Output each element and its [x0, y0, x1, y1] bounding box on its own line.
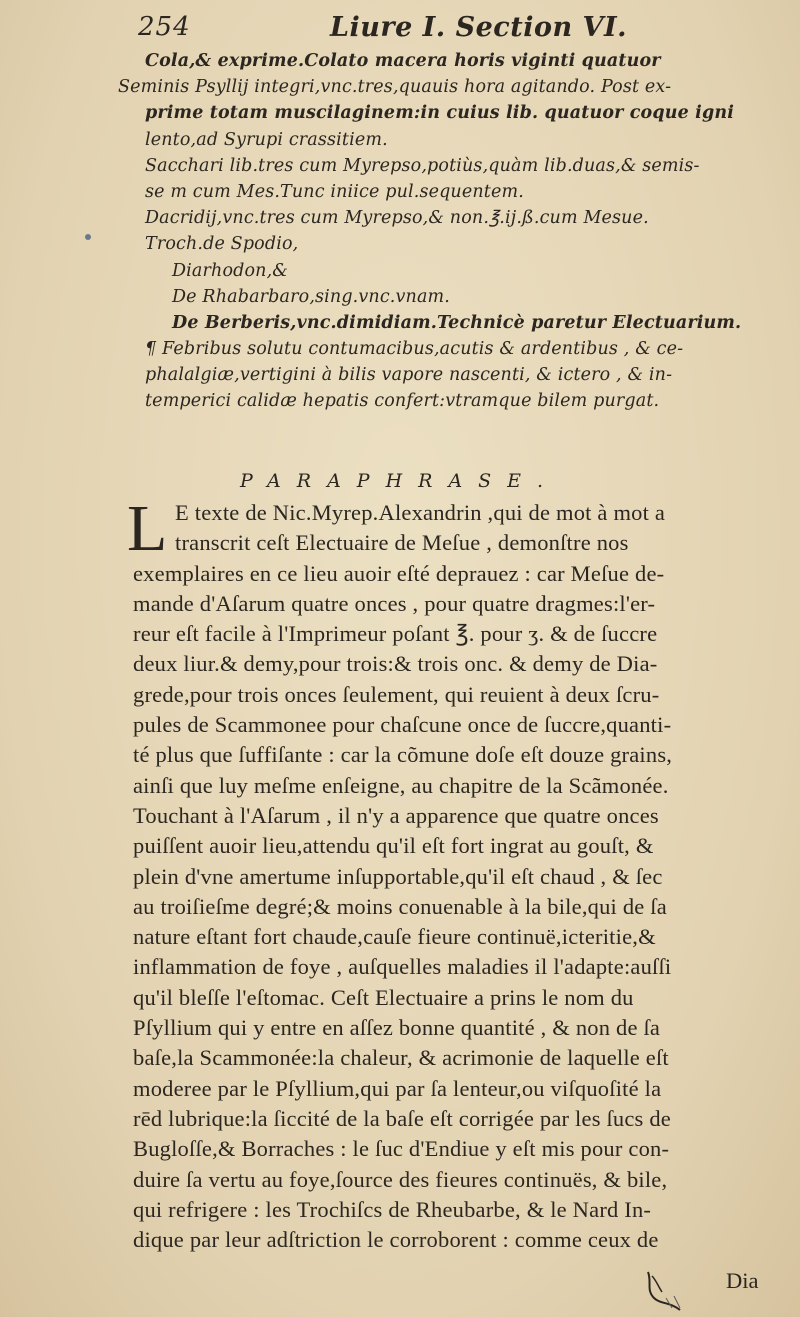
- french-line: au troiſieſme degré;& moins conuenable à la bile,qui de ſa: [133, 893, 667, 919]
- running-head: Liure I. Section VI.: [330, 12, 627, 43]
- french-line: baſe,la Scammonée:la chaleur, & acrimonie de laquelle eſt: [133, 1045, 669, 1071]
- french-line: pules de Scammonee pour chaſcune once de ſuccre,quanti-: [133, 712, 672, 738]
- french-line: duire ſa vertu au foye,ſource des fieures continuës, & bile,: [133, 1166, 668, 1192]
- page-header: [0, 12, 800, 48]
- french-line: Bugloſſe,& Borraches : le ſuc d'Endiue y eſt mis pour con-: [133, 1136, 670, 1162]
- latin-line: se m cum Mes.Tunc iniice pul.sequentem.: [145, 181, 524, 202]
- french-line: qui refrigere : les Trochiſcs de Rheubarbe, & le Nard In-: [133, 1196, 652, 1222]
- latin-line: lento,ad Syrupi crassitiem.: [145, 129, 388, 150]
- french-line: té plus que ſuffiſante : car la cõmune doſe eſt douze grains,: [133, 742, 673, 768]
- latin-line: ¶ Febribus solutu contumacibus,acutis & ardentibus , & ce-: [145, 339, 684, 360]
- latin-line: Seminis Psyllij integri,vnc.tres,quauis hora agitando. Post ex-: [118, 77, 672, 98]
- french-line: transcrit ceſt Electuaire de Meſue , demonſtre nos: [175, 530, 629, 556]
- latin-line: prime totam muscilaginem:in cuius lib. quatuor coque igni: [145, 103, 735, 124]
- french-line: rēd lubrique:la ſiccité de la baſe eſt corrigée par les ſucs de: [133, 1105, 671, 1131]
- french-line: E texte de Nic.Myrep.Alexandrin ,qui de mot à mot a: [175, 500, 666, 525]
- french-line: puiſſent auoir lieu,attendu qu'il eſt fort ingrat au gouſt, &: [133, 833, 654, 859]
- french-line: mande d'Aſarum quatre onces , pour quatre dragmes:l'er-: [133, 590, 656, 616]
- french-line: deux liur.& demy,pour trois:& trois onc. & demy de Dia-: [133, 651, 658, 677]
- latin-line: Dacridij,vnc.tres cum Myrepso,& non.℥.ij.ß.cum Mesue.: [145, 208, 649, 229]
- latin-line: Troch.de Spodio,: [145, 234, 299, 255]
- french-paraphrase-text: [127, 492, 783, 1255]
- latin-line: temperici calidæ hepatis confert:vtramque bilem purgat.: [145, 391, 660, 412]
- french-line: plein d'vne amertume inſupportable,qu'il eſt chaud , & ſec: [133, 863, 663, 889]
- latin-line: Sacchari lib.tres cum Myrepso,potiùs,quàm lib.duas,& semis-: [145, 155, 700, 176]
- french-line: inflammation de foye , auſquelles maladies il l'adapte:auſſi: [133, 954, 672, 980]
- ink-dot-mark: [85, 234, 91, 240]
- latin-line: De Berberis,vnc.dimidiam.Technicè paretur Electuarium.: [172, 312, 742, 333]
- latin-line: De Rhabarbaro,sing.vnc.vnam.: [172, 286, 451, 307]
- french-line: Touchant à l'Aſarum , il n'y a apparence que quatre onces: [133, 802, 659, 828]
- section-heading-paraphrase: PARAPHRASE.: [240, 470, 560, 492]
- french-line: Pſyllium qui y entre en aſſez bonne quantité , & non de ſa: [133, 1015, 661, 1041]
- french-line: grede,pour trois onces ſeulement, qui reuient à deux ſcru-: [133, 681, 660, 707]
- french-line: ainſi que luy meſme enſeigne, au chapitre de la Scãmonée.: [133, 772, 669, 798]
- drop-cap: L: [127, 492, 168, 565]
- french-line: dique par leur adſtriction le corroborent : comme ceux de: [133, 1227, 659, 1253]
- catchword: Dia: [726, 1268, 759, 1293]
- flourish-ornament-icon: [640, 1268, 700, 1312]
- french-line: qu'il bleſſe l'eſtomac. Ceſt Electuaire a prins le nom du: [133, 984, 634, 1010]
- page-number: 254: [138, 12, 191, 42]
- french-line: exemplaires en ce lieu auoir eſté deprauez : car Meſue de-: [133, 560, 665, 586]
- latin-line: Diarhodon,&: [172, 260, 289, 281]
- french-line: moderee par le Pſyllium,qui par ſa lenteur,ou viſquoſité la: [133, 1075, 662, 1101]
- french-line: nature eſtant fort chaude,cauſe fieure continuë,icteritie,&: [133, 924, 656, 950]
- latin-line: Cola,& exprime.Colato macera horis viginti quatuor: [145, 51, 661, 71]
- latin-line: phalalgiæ,vertigini à bilis vapore nascenti, & ictero , & in-: [145, 365, 673, 386]
- french-line: reur eſt facile à l'Imprimeur poſant ℥. pour ʒ. & de ſuccre: [133, 621, 658, 647]
- latin-recipe-block: [118, 48, 778, 415]
